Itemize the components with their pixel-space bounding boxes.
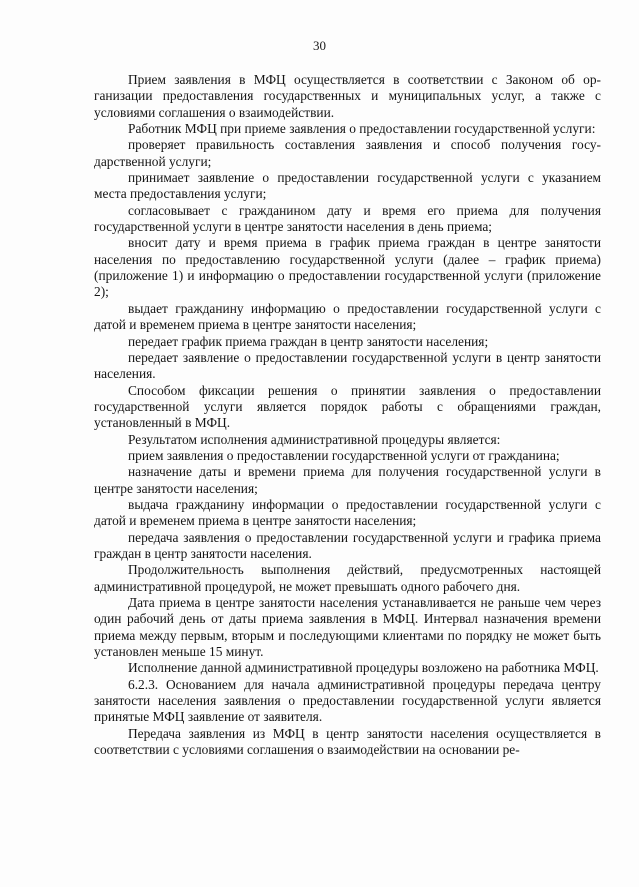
paragraph: Передача заявления из МФЦ в центр занятости населения осуществляется в соответствии с условиями соглашения о взаимодействии на основании ре-	[94, 725, 601, 758]
paragraph: Способом фиксации решения о принятии заявления о предоставлении государственной услуги является порядок работы с обращениями граждан, установленный в МФЦ.	[94, 382, 601, 431]
paragraph: выдача гражданину информации о предоставлении государственной услуги с датой и временем приема в центре занятости населения;	[94, 496, 601, 529]
paragraph: согласовывает с гражданином дату и время его приема для получения государственной услуги в центре занятости населения в день приема;	[94, 202, 601, 235]
paragraph: вносит дату и время приема в график приема граждан в центре занятости населения по предоставлению государственной услуги (далее – график приема) (приложение 1) и информацию о предоставлении государственной услуги (приложение 2);	[94, 235, 601, 300]
paragraph: Дата приема в центре занятости населения устанавливается не раньше чем через один рабочий день от даты приема заявления в МФЦ. Интервал назначения времени приема между первым, вторым и последующими клиентами по порядку не может быть установлен меньше 15 минут.	[94, 595, 601, 660]
paragraph: Работник МФЦ при приеме заявления о предоставлении государственной услуги:	[128, 121, 596, 137]
paragraph: передача заявления о предоставлении государственной услуги и графика приема граждан в центр занятости населения.	[94, 529, 601, 561]
paragraph: Исполнение данной административной процедуры возложено на работника МФЦ.	[128, 660, 599, 676]
paragraph: Продолжительность выполнения действий, предусмотренных настоящей административной процедурой, не может превышать одного рабочего дня.	[94, 562, 601, 594]
paragraph: принимает заявление о предоставлении государственной услуги с указанием места предоставления услуги;	[94, 170, 601, 202]
paragraph: выдает гражданину информацию о предоставлении государственной услуги с датой и временем приема в центре занятости населения;	[94, 300, 601, 333]
paragraph: Прием заявления в МФЦ осуществляется в соответствии с Законом об организации предоставления государственных и муниципальных услуг, а также с условиями соглашения о взаимодействии.	[94, 72, 601, 120]
paragraph: Результатом исполнения административной процедуры является:	[128, 431, 501, 447]
paragraph: назначение даты и времени приема для получения государственной услуги в центре занятости населения;	[94, 464, 601, 496]
paragraph: 6.2.3. Основанием для начала административной процедуры передача центру занятости населения заявления о предоставлении государственной услуги является принятые МФЦ заявление от заявителя.	[94, 676, 601, 725]
paragraph: передает график приема граждан в центр занятости населения;	[128, 333, 489, 349]
document-text	[94, 72, 601, 758]
paragraph: передает заявление о предоставлении государственной услуги в центр занятости населения.	[94, 349, 601, 382]
paragraph: прием заявления о предоставлении государственной услуги от гражданина;	[128, 447, 560, 463]
paragraph: проверяет правильность составления заявления и способ получения государственной услуги;	[94, 137, 601, 169]
page-number: 30	[313, 38, 326, 53]
